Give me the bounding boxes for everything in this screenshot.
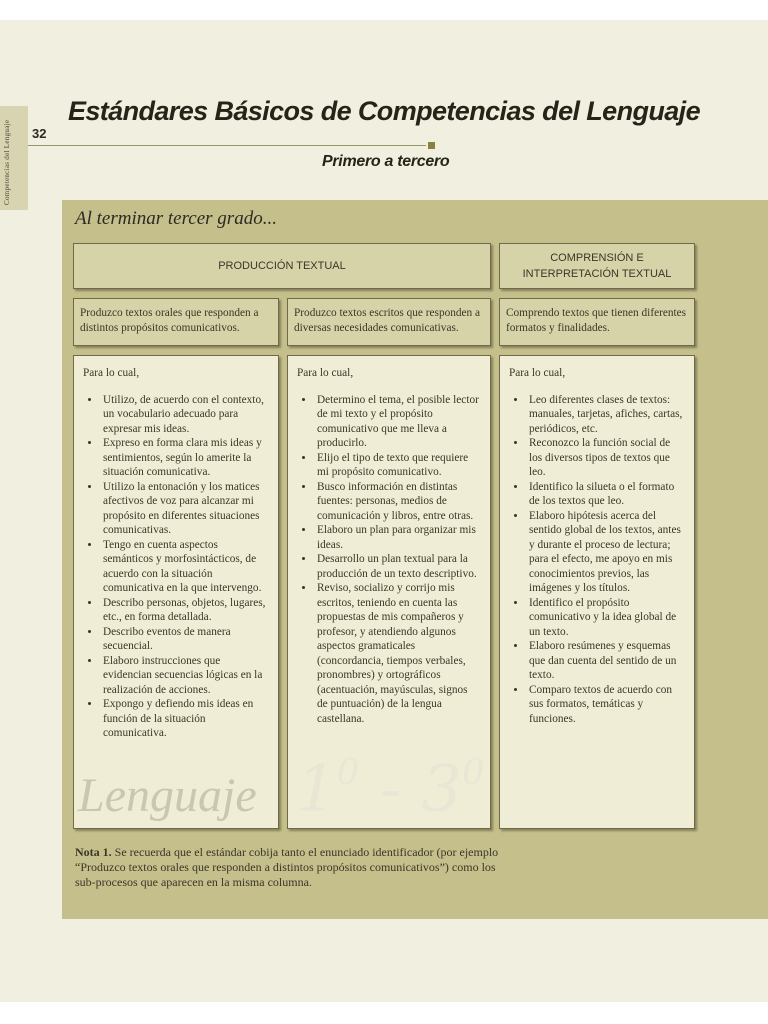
list-item: • Identifico la silueta o el formato de los textos que leo. — [527, 480, 685, 509]
side-label — [3, 185, 11, 205]
list-item: • Utilizo, de acuerdo con el contexto, un vocabulario adecuado para expresar mis ideas. — [101, 393, 269, 437]
list-item: • Elijo el tipo de texto que requiere mi propósito comunicativo. — [315, 451, 481, 480]
subprocess-list — [509, 393, 685, 727]
list-item: • Expongo y defiendo mis ideas en función de la situación comunicativa. — [101, 697, 269, 741]
watermark-grade-to: 3 — [421, 752, 463, 827]
column-intro: Para lo cual, — [509, 367, 566, 379]
footnote-label: Nota 1. — [75, 845, 112, 859]
watermark-lenguaje: Lenguaje — [78, 769, 257, 822]
list-item: • Utilizo la entonación y los matices afectivos de voz para alcanzar mi propósito en diferentes situaciones comunicativas. — [101, 480, 269, 538]
header-comprension-label-1: COMPRENSIÓN E — [550, 252, 644, 264]
standard-oral — [73, 298, 279, 346]
list-item: • Reconozco la función social de los diversos tipos de textos que leo. — [527, 436, 685, 480]
watermark-ordinal-1: 0 — [336, 752, 360, 793]
page-number: 32 — [32, 126, 47, 141]
header-comprension-label-2: INTERPRETACIÓN TEXTUAL — [522, 268, 672, 280]
header-produccion-textual — [73, 243, 491, 289]
list-item: • Elaboro resúmenes y esquemas que dan cuenta del sentido de un texto. — [527, 639, 685, 683]
header-rule — [28, 145, 426, 146]
list-item: • Describo personas, objetos, lugares, etc., en forma detallada. — [101, 596, 269, 625]
column-oral-subprocesses — [73, 355, 279, 829]
standard-comprension — [499, 298, 695, 346]
list-item: • Describo eventos de manera secuencial. — [101, 625, 269, 654]
standard-escrito-text: Produzco textos escritos que responden a diversas necesidades comunicativas. — [294, 307, 481, 334]
footnote-text: Se recuerda que el estándar cobija tanto el enunciado identificador (por ejemplo “Produzco textos orales que responden a distintos propósitos comunicativos”) como los sub-procesos que aparecen en la misma columna. — [75, 845, 499, 889]
list-item: • Comparo textos de acuerdo con sus formatos, temáticas y funciones. — [527, 683, 685, 727]
list-item: • Busco información en distintas fuentes: personas, medios de comunicación y libros, entre otras. — [315, 480, 481, 524]
standard-oral-text: Produzco textos orales que responden a distintos propósitos comunicativos. — [80, 307, 259, 334]
column-comprension-subprocesses — [499, 355, 695, 829]
list-item: • Elaboro un plan para organizar mis ideas. — [315, 523, 481, 552]
list-item: • Desarrollo un plan textual para la producción de un texto descriptivo. — [315, 552, 481, 581]
header-produccion-label: PRODUCCIÓN TEXTUAL — [218, 260, 346, 272]
standard-comprension-text: Comprendo textos que tienen diferentes formatos y finalidades. — [506, 307, 687, 334]
column-intro: Para lo cual, — [297, 367, 354, 379]
subprocess-list — [83, 393, 269, 741]
column-intro: Para lo cual, — [83, 367, 140, 379]
header-rule-marker — [428, 142, 435, 149]
footnote — [75, 845, 499, 890]
list-item: • Leo diferentes clases de textos: manuales, tarjetas, afiches, cartas, periódicos, etc. — [527, 393, 685, 437]
list-item: • Determino el tema, el posible lector de mi texto y el propósito comunicativo que me lleva a producirlo. — [315, 393, 481, 451]
list-item: • Reviso, socializo y corrijo mis escritos, teniendo en cuenta las propuestas de mis compañeros y profesor, y atendiendo algunos aspectos gramaticales (concordancia, tiempos verbales, pronombres) y ortográficos (acentuación, mayúsculas, signos de puntuación) de la lengua castellana. — [315, 581, 481, 726]
standard-escrito — [287, 298, 491, 346]
watermark-grades — [296, 752, 485, 826]
subprocess-list — [297, 393, 481, 727]
panel-heading: Al terminar tercer grado... — [75, 208, 277, 229]
watermark-ordinal-2: 0 — [462, 752, 485, 793]
list-item: • Elaboro hipótesis acerca del sentido global de los textos, antes y durante el proceso de lectura; para el efecto, me apoyo en mis conocimientos previos, las imágenes y los títulos. — [527, 509, 685, 596]
list-item: • Identifico el propósito comunicativo y la idea global de un texto. — [527, 596, 685, 640]
list-item: • Elaboro instrucciones que evidencian secuencias lógicas en la realización de acciones. — [101, 654, 269, 698]
watermark-dash: - — [379, 752, 402, 827]
list-item: • Expreso en forma clara mis ideas y sentimientos, según lo amerite la situación comunicativa. — [101, 436, 269, 480]
list-item: • Tengo en cuenta aspectos semánticos y morfosintácticos, de acuerdo con la situación comunicativa en la que intervengo. — [101, 538, 269, 596]
watermark-grade-from: 1 — [296, 752, 337, 827]
page-subtitle: Primero a tercero — [322, 153, 450, 170]
page-title: Estándares Básicos de Competencias del Lenguaje — [67, 96, 701, 126]
header-comprension-textual — [499, 243, 695, 289]
